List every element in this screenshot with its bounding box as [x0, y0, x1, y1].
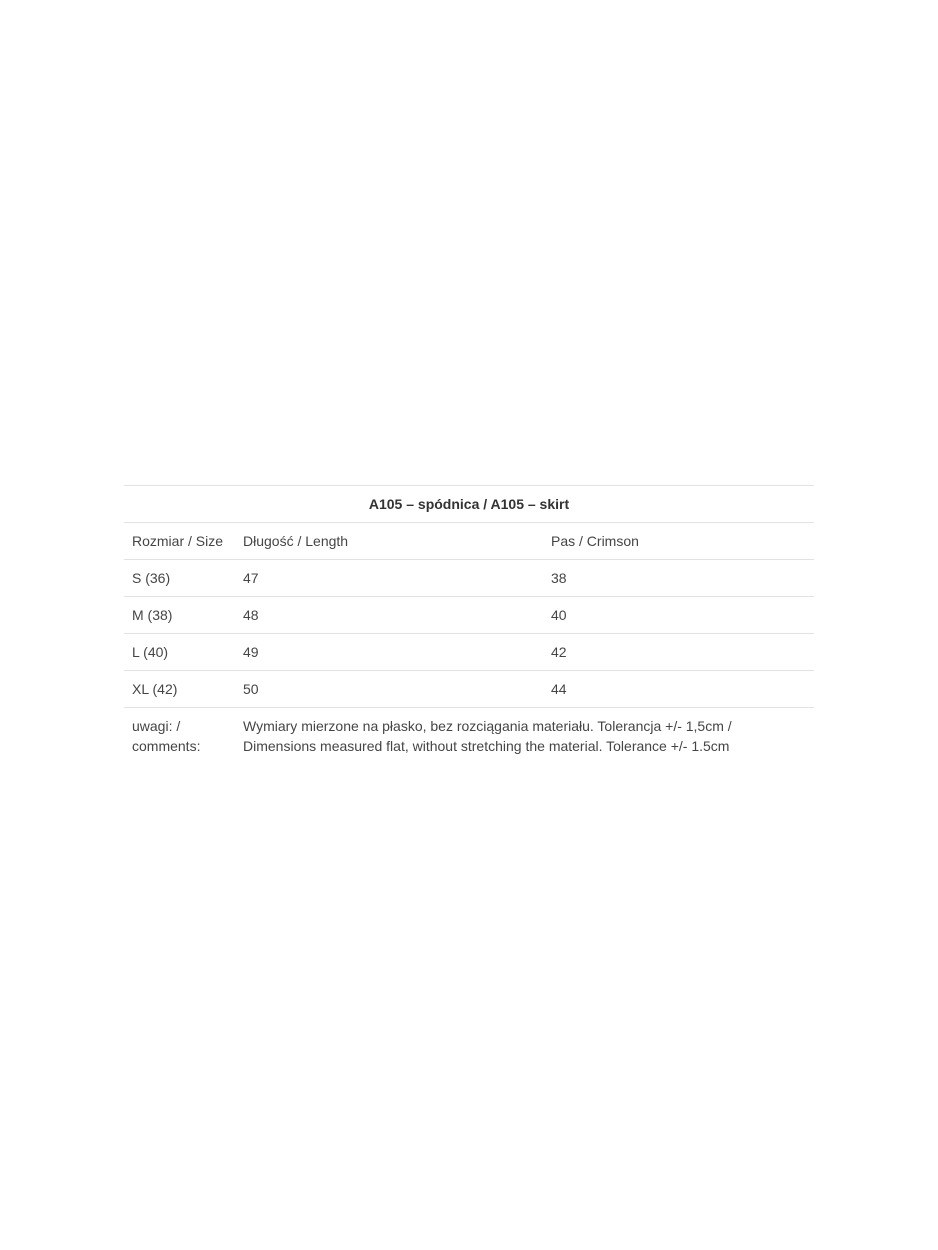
- cell-waist: 40: [543, 597, 814, 634]
- cell-waist: 38: [543, 560, 814, 597]
- comments-row: [124, 708, 814, 765]
- cell-length: 47: [235, 560, 543, 597]
- cell-waist: 44: [543, 671, 814, 708]
- cell-size: L (40): [124, 634, 235, 671]
- table-row: [124, 671, 814, 708]
- cell-size: S (36): [124, 560, 235, 597]
- table-row: [124, 597, 814, 634]
- table-title-row: [124, 486, 814, 523]
- table-header-row: [124, 523, 814, 560]
- cell-size: XL (42): [124, 671, 235, 708]
- comments-text: Wymiary mierzone na płasko, bez rozciągania materiału. Tolerancja +/- 1,5cm / Dimensions measured flat, without stretching the material. Tolerance +/- 1.5cm: [235, 708, 814, 765]
- header-length: Długość / Length: [235, 523, 543, 560]
- header-size: Rozmiar / Size: [124, 523, 235, 560]
- comments-label: uwagi: / comments:: [124, 708, 235, 765]
- cell-waist: 42: [543, 634, 814, 671]
- table-title: A105 – spódnica / A105 – skirt: [124, 486, 814, 523]
- header-waist: Pas / Crimson: [543, 523, 814, 560]
- cell-length: 49: [235, 634, 543, 671]
- cell-length: 48: [235, 597, 543, 634]
- table-row: [124, 634, 814, 671]
- size-chart-table: [124, 485, 814, 764]
- cell-length: 50: [235, 671, 543, 708]
- table-row: [124, 560, 814, 597]
- cell-size: M (38): [124, 597, 235, 634]
